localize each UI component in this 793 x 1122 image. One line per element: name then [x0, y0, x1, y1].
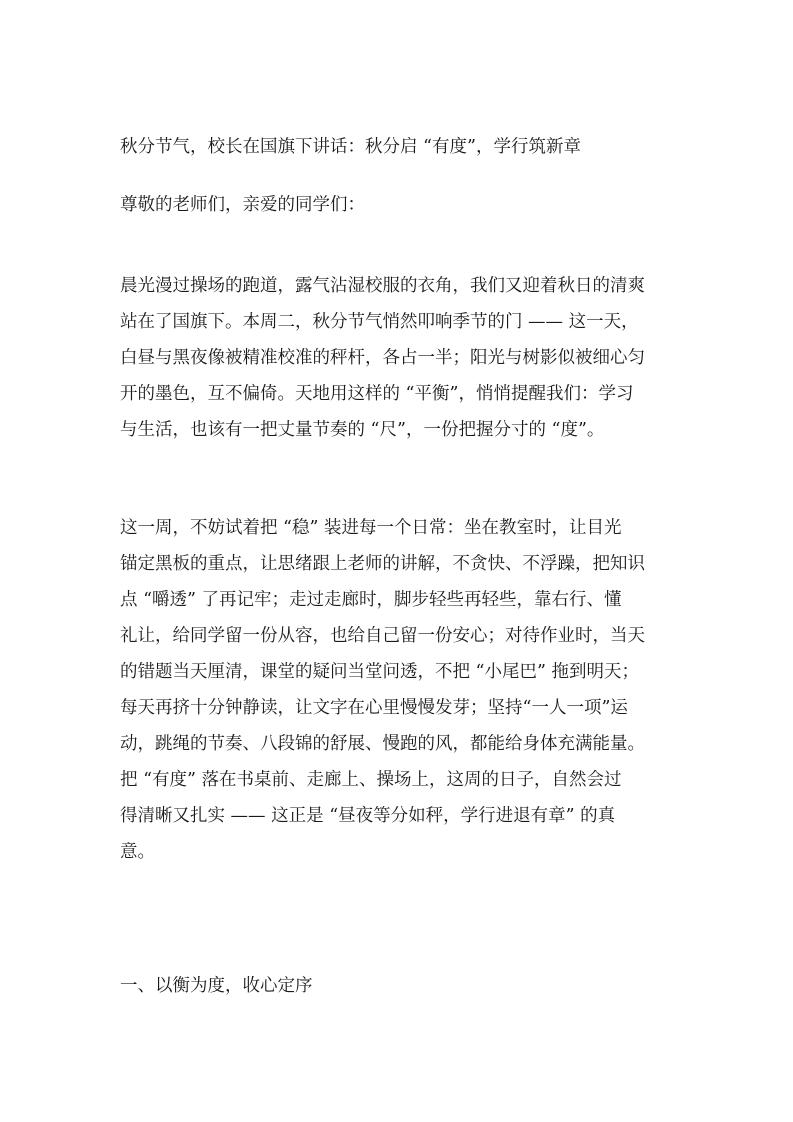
paragraph-line: 的错题当天厘清，课堂的疑问当堂问透，不把 “小尾巴” 拖到明天； — [120, 662, 640, 682]
paragraph-line: 点 “嚼透” 了再记牢；走过走廊时，脚步轻些再轻些，靠右行、懂 — [120, 590, 622, 610]
greeting: 尊敬的老师们，亲爱的同学们： — [120, 195, 365, 215]
paragraph-1 — [120, 268, 680, 448]
paragraph-line: 与生活，也该有一把丈量节奏的 “尺”，一份把握分寸的 “度”。 — [120, 420, 605, 440]
paragraph-line: 意。 — [120, 842, 155, 862]
paragraph-2 — [120, 510, 680, 870]
paragraph-line: 这一周，不妨试着把 “稳” 装进每一个日常：坐在教室时，让目光 — [120, 518, 622, 538]
paragraph-line: 礼让，给同学留一份从容，也给自己留一份安心；对待作业时，当天 — [120, 626, 645, 646]
paragraph-line: 得清晰又扎实 —— 这正是 “昼夜等分如秤，学行进退有章” 的真 — [120, 806, 616, 826]
paragraph-line: 锚定黑板的重点，让思绪跟上老师的讲解，不贪快、不浮躁，把知识 — [120, 554, 645, 574]
paragraph-line: 开的墨色，互不偏倚。天地用这样的 “平衡”，悄悄提醒我们：学习 — [120, 384, 634, 404]
document-title: 秋分节气，校长在国旗下讲话：秋分启 “有度”，学行筑新章 — [120, 137, 581, 157]
paragraph-line: 把 “有度” 落在书桌前、走廊上、操场上，这周的日子，自然会过 — [120, 770, 622, 790]
paragraph-line: 每天再挤十分钟静读，让文字在心里慢慢发芽；坚持“一人一项”运 — [120, 698, 628, 718]
section-heading: 一、以衡为度，收心定序 — [120, 976, 313, 996]
paragraph-line: 白昼与黑夜像被精准校准的秤杆，各占一半；阳光与树影似被细心匀 — [120, 348, 645, 368]
paragraph-line: 站在了国旗下。本周二，秋分节气悄然叩响季节的门 —— 这一天， — [120, 312, 639, 332]
paragraph-line: 动，跳绳的节奏、八段锦的舒展、慢跑的风，都能给身体充满能量。 — [120, 734, 645, 754]
paragraph-line: 晨光漫过操场的跑道，露气沾湿校服的衣角，我们又迎着秋日的清爽 — [120, 276, 645, 296]
